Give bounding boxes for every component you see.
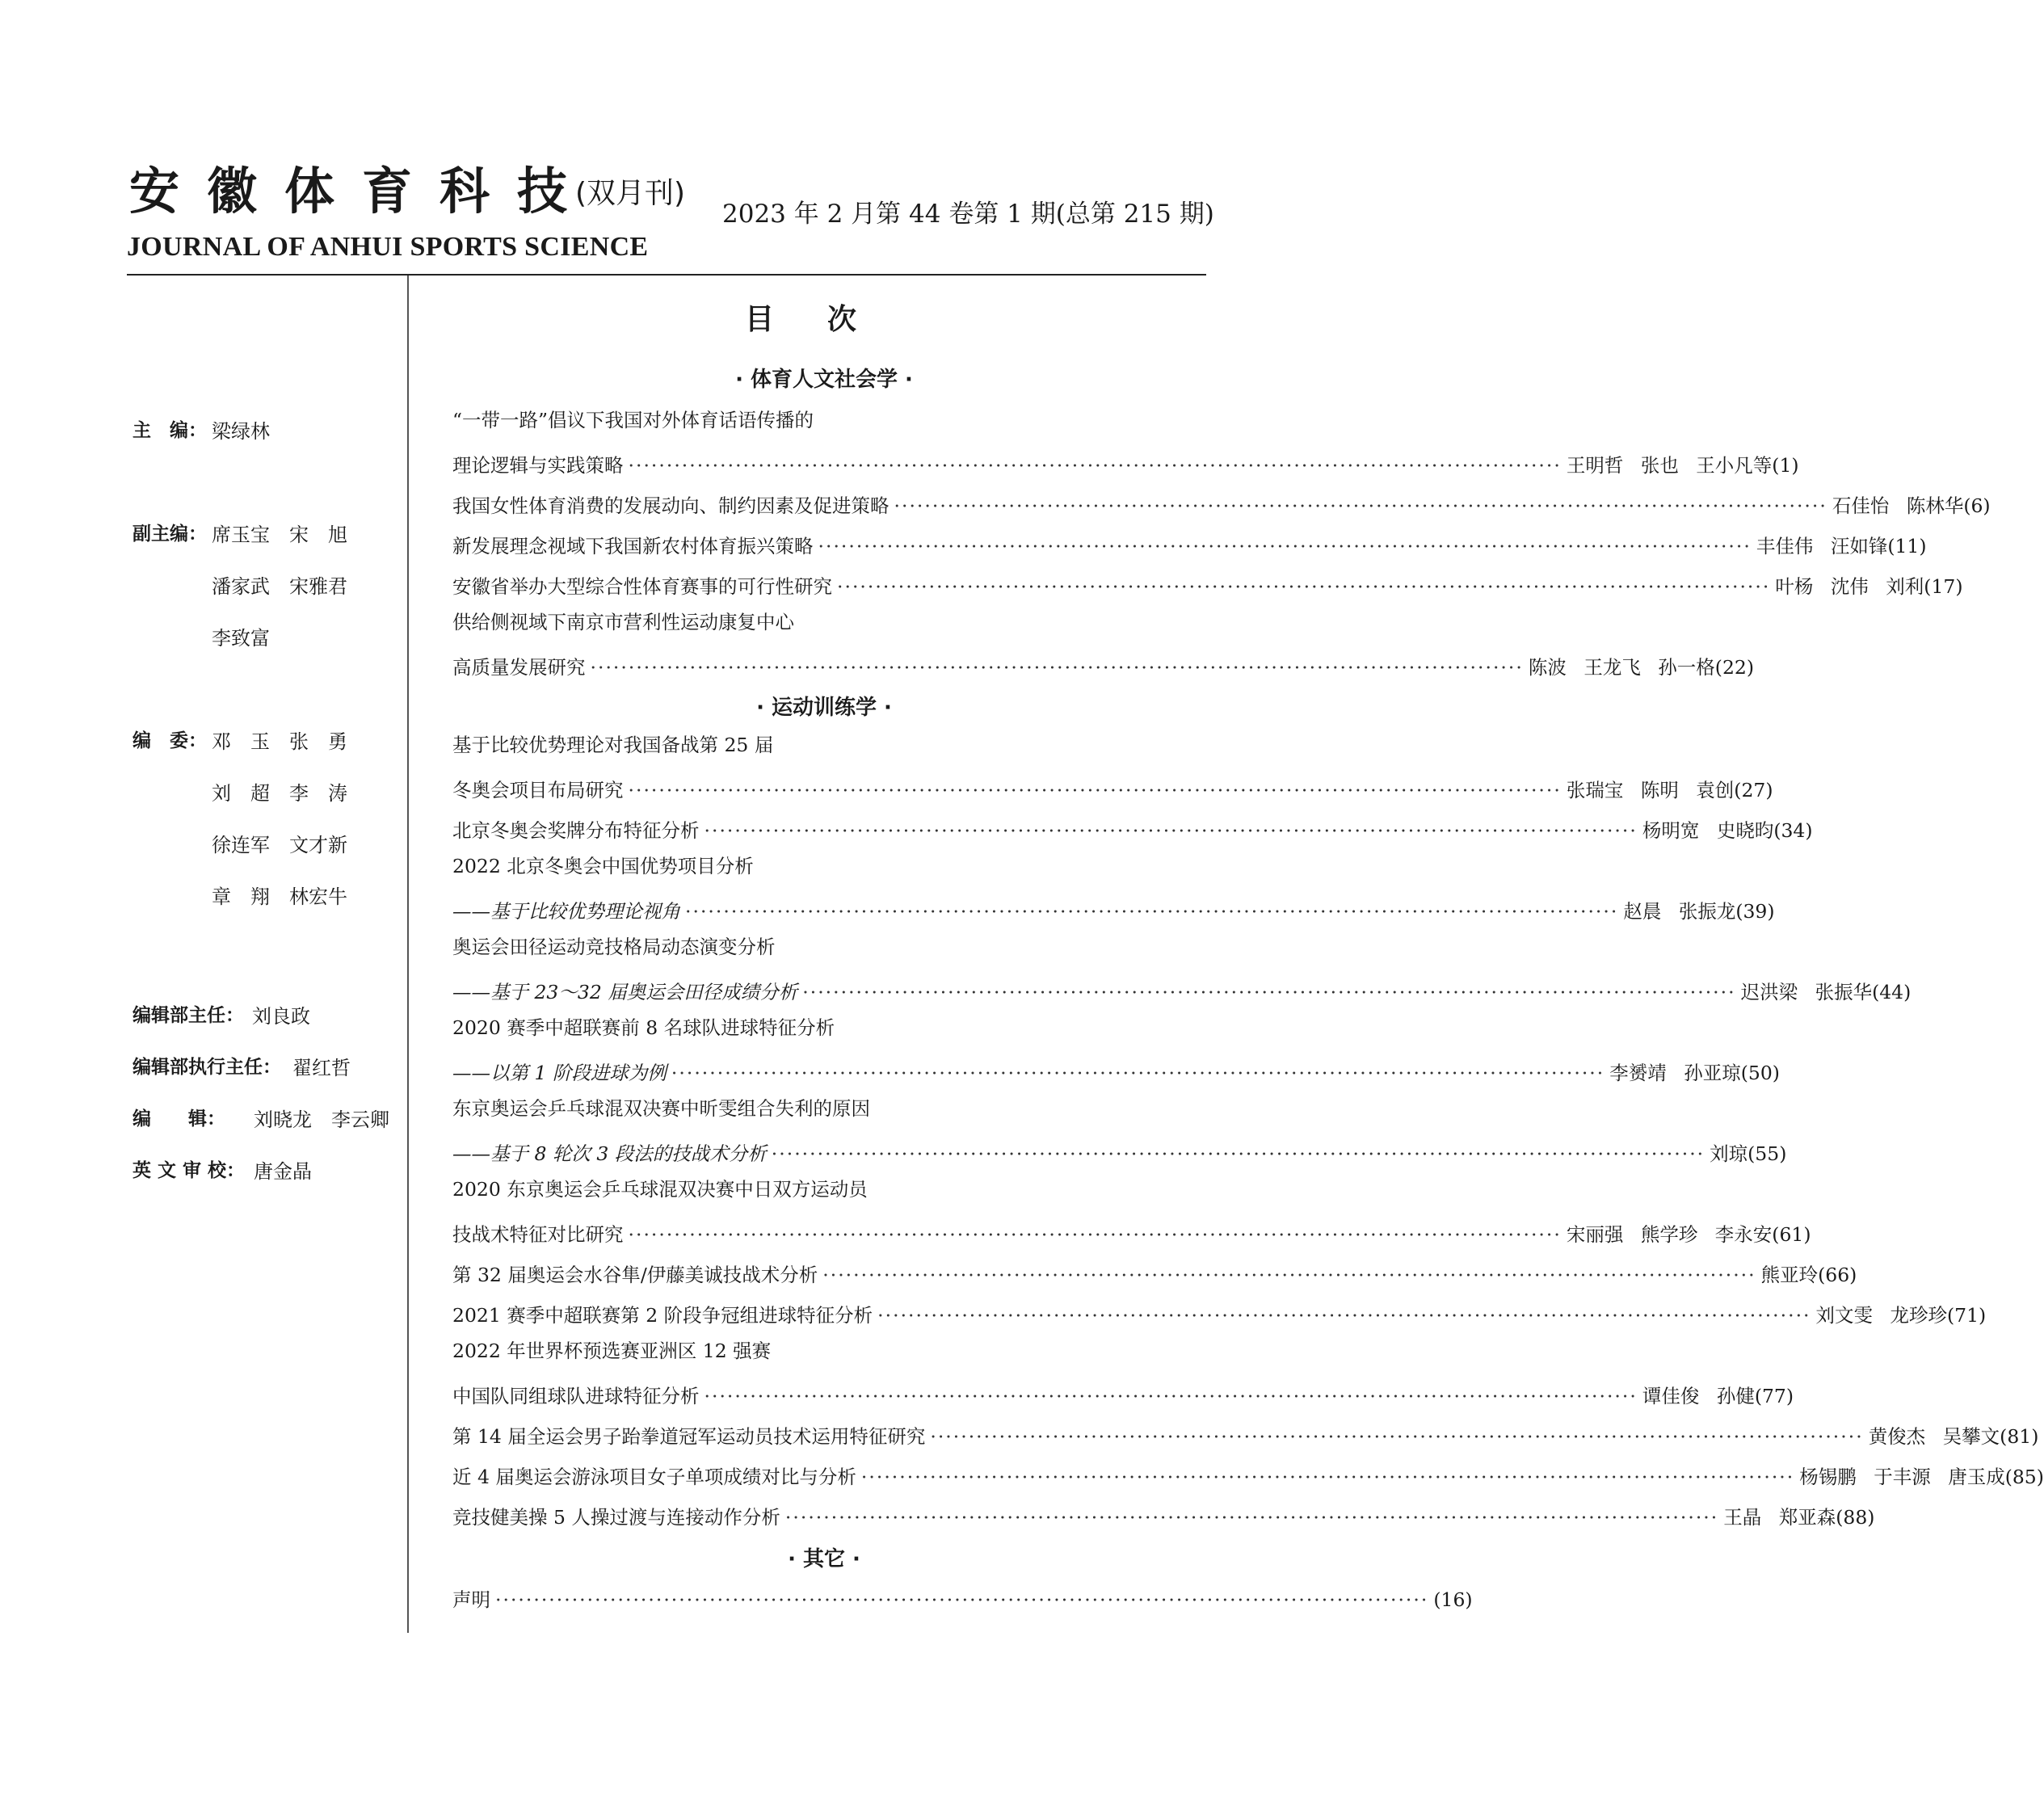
article-title-lead[interactable]: 奥运会田径运动竞技格局动态演变分析	[452, 936, 776, 958]
article-authors-page: 叶杨 沈伟 刘利(17)	[1775, 574, 1963, 598]
deputy-editor-line: 李致富	[212, 627, 270, 650]
toc-entry[interactable]	[452, 1461, 2044, 1488]
article-authors-page: 丰佳伟 汪如锋(11)	[1756, 534, 1927, 557]
article-title: 2021 赛季中超联赛第 2 阶段争冠组进球特征分析	[452, 1303, 873, 1327]
article-title: 技战术特征对比研究	[452, 1222, 624, 1246]
toc-entry[interactable]	[452, 570, 1963, 598]
dot-leader: ··························································································································	[822, 1263, 1756, 1286]
dot-leader: ··························································································································	[590, 655, 1524, 679]
article-authors-page: 杨明宽 史晓昀(34)	[1642, 818, 1813, 842]
article-subtitle: ——基于 23～32 届奥运会田径成绩分析	[452, 980, 798, 1003]
toc-entry[interactable]	[452, 1259, 1857, 1286]
toc-entry[interactable]	[452, 530, 1927, 557]
article-authors-page: 石佳怡 陈林华(6)	[1832, 494, 1991, 517]
deputy-editor-line: 潘家武 宋雅君	[212, 575, 347, 598]
article-subtitle: ——基于 8 轮次 3 段法的技战术分析	[452, 1142, 767, 1165]
article-title: 安徽省举办大型综合性体育赛事的可行性研究	[452, 574, 832, 598]
board-member-line: 章 翔 林宏牛	[212, 885, 347, 908]
director-label: 编辑部主任：	[132, 1005, 244, 1026]
board-member-line: 邓 玉 张 勇	[212, 730, 347, 753]
article-authors-page: 陈波 王龙飞 孙一格(22)	[1528, 655, 1755, 679]
article-title: 第 14 届全运会男子跆拳道冠军运动员技术运用特征研究	[452, 1424, 926, 1448]
article-authors-page: 王晶 郑亚森(88)	[1723, 1505, 1875, 1529]
journal-title-cn: 安徽体育科技	[129, 162, 595, 221]
editors-label: 编 辑：	[132, 1108, 225, 1129]
article-title: 中国队同组球队进球特征分析	[452, 1384, 700, 1407]
article-title: 我国女性体育消费的发展动向、制约因素及促进策略	[452, 494, 890, 517]
article-title-lead[interactable]: 2022 北京冬奥会中国优势项目分析	[452, 855, 754, 877]
article-title-lead[interactable]: 2020 赛季中超联赛前 8 名球队进球特征分析	[452, 1016, 835, 1039]
toc-entry[interactable]	[452, 490, 1991, 517]
article-authors-page: 王明哲 张也 王小凡等(1)	[1566, 453, 1799, 477]
article-subtitle: ——以第 1 阶段进球为例	[452, 1061, 667, 1084]
article-authors-page: (16)	[1433, 1588, 1473, 1611]
article-title: 近 4 届奥运会游泳项目女子单项成绩对比与分析	[452, 1465, 856, 1488]
article-authors-page: 谭佳俊 孙健(77)	[1642, 1384, 1794, 1407]
toc-entry[interactable]	[452, 651, 1755, 679]
article-title-lead[interactable]: 2022 年世界杯预选赛亚洲区 12 强赛	[452, 1340, 772, 1362]
toc-entry[interactable]	[452, 976, 1912, 1003]
article-title: 冬奥会项目布局研究	[452, 778, 624, 801]
header-rule	[127, 274, 1206, 276]
dot-leader: ··························································································································	[495, 1588, 1429, 1611]
dot-leader: ··························································································································	[628, 1222, 1562, 1246]
dot-leader: ··························································································································	[894, 494, 1827, 517]
toc-entry[interactable]	[452, 1057, 1780, 1084]
article-title-lead[interactable]: 东京奥运会乒乓球混双决赛中昕雯组合失利的原因	[452, 1097, 870, 1120]
dot-leader: ··························································································································	[628, 453, 1562, 477]
exec-director-label: 编辑部执行主任：	[132, 1057, 281, 1078]
toc-entry[interactable]	[452, 449, 1799, 477]
toc-entry[interactable]	[452, 1299, 1987, 1327]
toc-title: 目次	[745, 303, 911, 336]
dot-leader: ··························································································································	[837, 574, 1771, 598]
article-authors-page: 刘琼(55)	[1710, 1142, 1787, 1165]
issue-info: 2023 年 2 月第 44 卷第 1 期(总第 215 期)	[722, 200, 1214, 229]
article-subtitle: ——基于比较优势理论视角	[452, 899, 680, 923]
dot-leader: ··························································································································	[685, 899, 1619, 923]
toc-entry[interactable]	[452, 1501, 1875, 1529]
article-title: 北京冬奥会奖牌分布特征分析	[452, 818, 700, 842]
dot-leader: ··························································································································	[860, 1465, 1795, 1488]
article-title-lead[interactable]: 2020 东京奥运会乒乓球混双决赛中日双方运动员	[452, 1178, 868, 1201]
article-authors-page: 宋丽强 熊学珍 李永安(61)	[1566, 1222, 1811, 1246]
dot-leader: ··························································································································	[771, 1142, 1705, 1165]
article-authors-page: 黄俊杰 吴攀文(81)	[1868, 1424, 2039, 1448]
deputy-editor-label: 副主编：	[132, 524, 207, 545]
article-authors-page: 李赟靖 孙亚琼(50)	[1609, 1061, 1780, 1084]
toc-entry[interactable]	[452, 1420, 2039, 1448]
director: 刘良政	[252, 1005, 310, 1028]
article-authors-page: 刘文雯 龙珍珍(71)	[1815, 1303, 1987, 1327]
board-member-line: 徐连军 文才新	[212, 834, 347, 856]
article-title: 新发展理念视域下我国新农村体育振兴策略	[452, 534, 814, 557]
article-title: 竞技健美操 5 人操过渡与连接动作分析	[452, 1505, 780, 1529]
toc-entry[interactable]	[452, 895, 1775, 923]
toc-entry[interactable]	[452, 1584, 1473, 1611]
article-title: 第 32 届奥运会水谷隼/伊藤美诚技战术分析	[452, 1263, 818, 1286]
article-authors-page: 赵晨 张振龙(39)	[1623, 899, 1775, 923]
toc-entry[interactable]	[452, 774, 1773, 801]
toc-entry[interactable]	[452, 1138, 1787, 1165]
section-heading: · 运动训练学 ·	[756, 696, 892, 720]
article-title-lead[interactable]: “一带一路”倡议下我国对外体育话语传播的	[452, 409, 814, 431]
dot-leader: ··························································································································	[671, 1061, 1605, 1084]
dot-leader: ··························································································································	[930, 1424, 1864, 1448]
editors: 刘晓龙 李云卿	[254, 1108, 389, 1131]
dot-leader: ··························································································································	[877, 1303, 1811, 1327]
article-title: 理论逻辑与实践策略	[452, 453, 624, 477]
proofreader-label: 英 文 审 校：	[132, 1160, 246, 1181]
journal-frequency: (双月刊)	[575, 177, 686, 210]
article-title: 高质量发展研究	[452, 655, 586, 679]
article-authors-page: 张瑞宝 陈明 袁创(27)	[1566, 778, 1773, 801]
chief-editor: 梁绿林	[212, 420, 270, 443]
article-title: 声明	[452, 1588, 490, 1611]
section-heading: · 其它 ·	[788, 1547, 860, 1571]
board-member-line: 刘 超 李 涛	[212, 782, 347, 805]
article-title-lead[interactable]: 供给侧视域下南京市营利性运动康复中心	[452, 611, 794, 633]
dot-leader: ··························································································································	[802, 980, 1736, 1003]
toc-entry[interactable]	[452, 1218, 1811, 1246]
dot-leader: ··························································································································	[784, 1505, 1719, 1529]
article-authors-page: 迟洪梁 张振华(44)	[1740, 980, 1912, 1003]
dot-leader: ··························································································································	[628, 778, 1562, 801]
chief-editor-label: 主 编：	[132, 420, 207, 441]
dot-leader: ··························································································································	[704, 818, 1638, 842]
toc-entry[interactable]	[452, 814, 1813, 842]
article-title-lead[interactable]: 基于比较优势理论对我国备战第 25 届	[452, 734, 774, 756]
dot-leader: ··························································································································	[818, 534, 1752, 557]
toc-entry[interactable]	[452, 1380, 1794, 1407]
proofreader: 唐金晶	[254, 1160, 312, 1183]
column-divider	[407, 276, 409, 1633]
deputy-editor-line: 席玉宝 宋 旭	[212, 524, 347, 546]
dot-leader: ··························································································································	[704, 1384, 1638, 1407]
article-authors-page: 杨锡鹏 于丰源 唐玉成(85)	[1799, 1465, 2044, 1488]
article-authors-page: 熊亚玲(66)	[1760, 1263, 1857, 1286]
exec-director: 翟红哲	[292, 1057, 351, 1079]
journal-title-en: JOURNAL OF ANHUI SPORTS SCIENCE	[127, 232, 649, 262]
board-label: 编 委：	[132, 730, 207, 751]
section-heading: · 体育人文社会学 ·	[735, 368, 913, 392]
